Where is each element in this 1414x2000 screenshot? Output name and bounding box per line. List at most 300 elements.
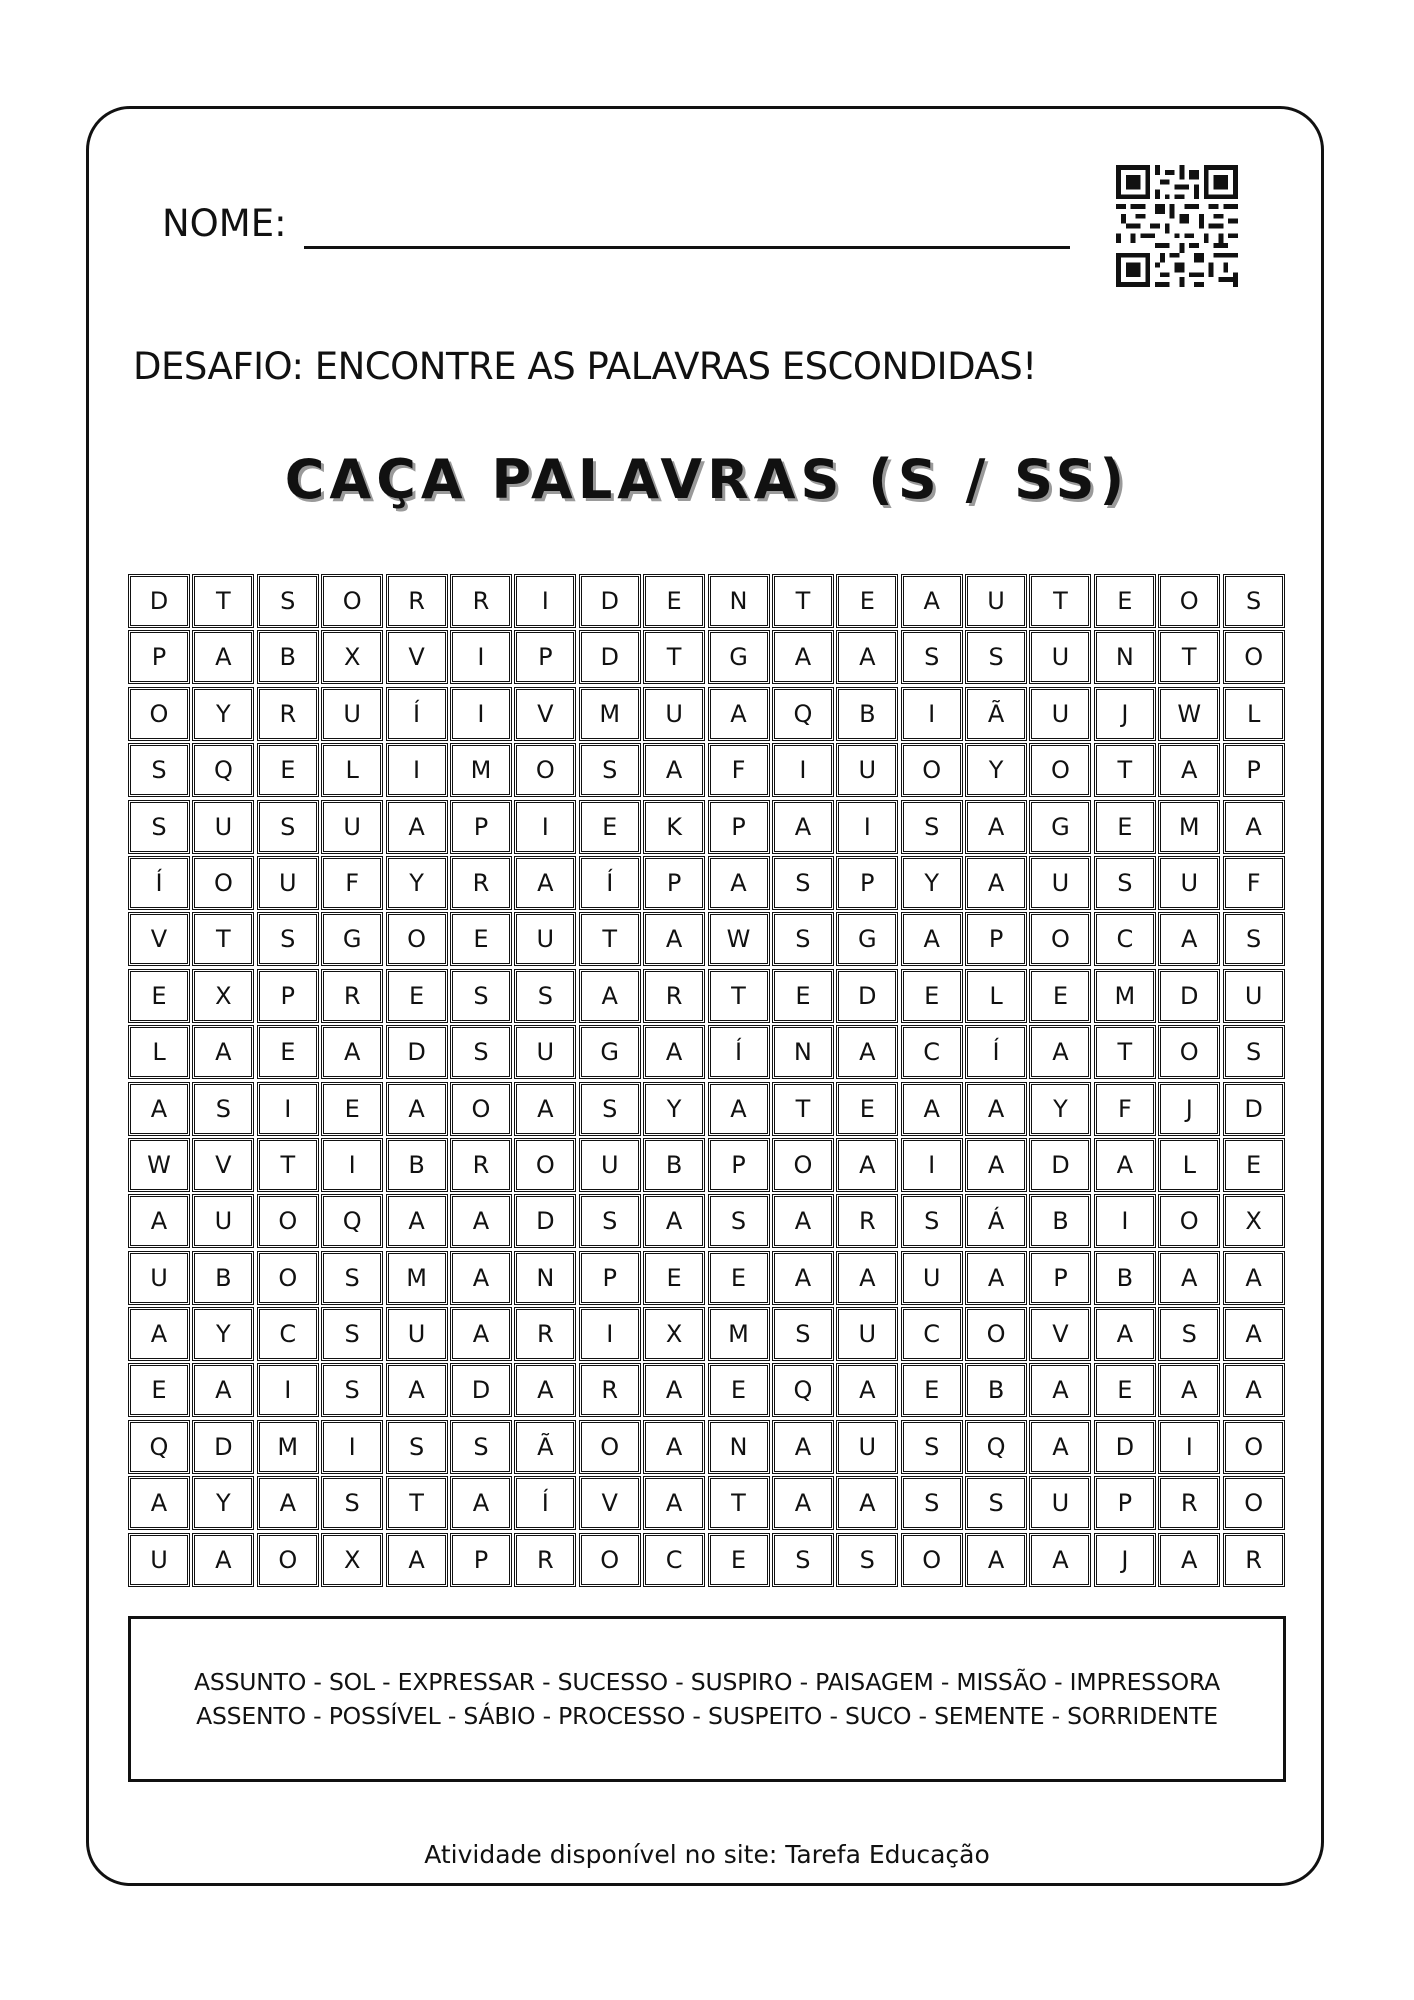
grid-cell[interactable]: M (386, 1251, 448, 1305)
grid-cell[interactable]: N (708, 574, 770, 628)
grid-cell[interactable]: A (514, 856, 576, 910)
grid-cell[interactable]: A (1223, 800, 1285, 854)
grid-cell[interactable]: P (965, 912, 1027, 966)
grid-cell[interactable]: T (1029, 574, 1091, 628)
grid-cell[interactable]: N (772, 1025, 834, 1079)
grid-cell[interactable]: A (450, 1251, 512, 1305)
grid-cell[interactable]: A (450, 1194, 512, 1248)
grid-cell[interactable]: U (836, 1420, 898, 1474)
grid-cell[interactable]: G (579, 1025, 641, 1079)
grid-cell[interactable]: A (128, 1476, 190, 1530)
grid-cell[interactable]: T (772, 1082, 834, 1136)
grid-cell[interactable]: U (321, 800, 383, 854)
grid-cell[interactable]: X (321, 1533, 383, 1587)
grid-cell[interactable]: D (450, 1363, 512, 1417)
grid-cell[interactable]: L (128, 1025, 190, 1079)
grid-cell[interactable]: A (450, 1307, 512, 1361)
grid-cell[interactable]: P (708, 1138, 770, 1192)
grid-cell[interactable]: U (1029, 630, 1091, 684)
grid-cell[interactable]: R (643, 969, 705, 1023)
grid-cell[interactable]: S (772, 1533, 834, 1587)
grid-cell[interactable]: W (708, 912, 770, 966)
grid-cell[interactable]: S (257, 574, 319, 628)
grid-cell[interactable]: J (1094, 687, 1156, 741)
grid-cell[interactable]: A (1223, 1251, 1285, 1305)
grid-cell[interactable]: I (901, 1138, 963, 1192)
grid-cell[interactable]: R (450, 574, 512, 628)
grid-cell[interactable]: U (1223, 969, 1285, 1023)
grid-cell[interactable]: A (192, 1533, 254, 1587)
grid-cell[interactable]: I (836, 800, 898, 854)
grid-cell[interactable]: A (965, 856, 1027, 910)
grid-cell[interactable]: N (514, 1251, 576, 1305)
grid-cell[interactable]: A (643, 1420, 705, 1474)
grid-cell[interactable]: S (965, 1476, 1027, 1530)
grid-cell[interactable]: R (1223, 1533, 1285, 1587)
grid-cell[interactable]: Y (192, 1476, 254, 1530)
grid-cell[interactable]: E (579, 800, 641, 854)
grid-cell[interactable]: A (128, 1082, 190, 1136)
grid-cell[interactable]: A (836, 630, 898, 684)
grid-cell[interactable]: A (579, 969, 641, 1023)
grid-cell[interactable]: A (257, 1476, 319, 1530)
grid-cell[interactable]: I (1094, 1194, 1156, 1248)
grid-cell[interactable]: A (965, 1533, 1027, 1587)
grid-cell[interactable]: S (192, 1082, 254, 1136)
grid-cell[interactable]: A (192, 1363, 254, 1417)
grid-cell[interactable]: E (128, 1363, 190, 1417)
grid-cell[interactable]: S (321, 1251, 383, 1305)
grid-cell[interactable]: Í (965, 1025, 1027, 1079)
grid-cell[interactable]: U (965, 574, 1027, 628)
grid-cell[interactable]: I (321, 1420, 383, 1474)
grid-cell[interactable]: Í (579, 856, 641, 910)
grid-cell[interactable]: D (1158, 969, 1220, 1023)
grid-cell[interactable]: E (321, 1082, 383, 1136)
grid-cell[interactable]: E (772, 969, 834, 1023)
grid-cell[interactable]: B (643, 1138, 705, 1192)
grid-cell[interactable]: Y (643, 1082, 705, 1136)
grid-cell[interactable]: E (708, 1363, 770, 1417)
grid-cell[interactable]: A (965, 1082, 1027, 1136)
grid-cell[interactable]: S (772, 912, 834, 966)
grid-cell[interactable]: X (192, 969, 254, 1023)
grid-cell[interactable]: P (450, 800, 512, 854)
grid-cell[interactable]: U (128, 1251, 190, 1305)
grid-cell[interactable]: U (257, 856, 319, 910)
grid-cell[interactable]: S (579, 743, 641, 797)
grid-cell[interactable]: E (1223, 1138, 1285, 1192)
grid-cell[interactable]: S (772, 1307, 834, 1361)
grid-cell[interactable]: B (1094, 1251, 1156, 1305)
name-input-line[interactable] (304, 246, 1070, 249)
grid-cell[interactable]: A (386, 1082, 448, 1136)
grid-cell[interactable]: I (772, 743, 834, 797)
grid-cell[interactable]: U (128, 1533, 190, 1587)
grid-cell[interactable]: D (386, 1025, 448, 1079)
grid-cell[interactable]: A (901, 574, 963, 628)
grid-cell[interactable]: B (192, 1251, 254, 1305)
grid-cell[interactable]: E (836, 574, 898, 628)
grid-cell[interactable]: A (1158, 1363, 1220, 1417)
grid-cell[interactable]: E (1094, 1363, 1156, 1417)
grid-cell[interactable]: S (321, 1476, 383, 1530)
grid-cell[interactable]: Y (192, 687, 254, 741)
grid-cell[interactable]: O (514, 743, 576, 797)
grid-cell[interactable]: M (257, 1420, 319, 1474)
grid-cell[interactable]: A (1094, 1307, 1156, 1361)
grid-cell[interactable]: U (836, 743, 898, 797)
grid-cell[interactable]: G (1029, 800, 1091, 854)
grid-cell[interactable]: A (128, 1194, 190, 1248)
grid-cell[interactable]: O (1223, 1476, 1285, 1530)
grid-cell[interactable]: E (257, 743, 319, 797)
grid-cell[interactable]: I (901, 687, 963, 741)
grid-cell[interactable]: S (450, 969, 512, 1023)
grid-cell[interactable]: B (965, 1363, 1027, 1417)
grid-cell[interactable]: D (579, 630, 641, 684)
grid-cell[interactable]: I (450, 630, 512, 684)
grid-cell[interactable]: A (708, 687, 770, 741)
grid-cell[interactable]: R (514, 1307, 576, 1361)
grid-cell[interactable]: A (901, 1082, 963, 1136)
grid-cell[interactable]: Y (1029, 1082, 1091, 1136)
grid-cell[interactable]: S (321, 1307, 383, 1361)
grid-cell[interactable]: P (128, 630, 190, 684)
grid-cell[interactable]: A (321, 1025, 383, 1079)
grid-cell[interactable]: P (1094, 1476, 1156, 1530)
grid-cell[interactable]: E (257, 1025, 319, 1079)
grid-cell[interactable]: A (1223, 1307, 1285, 1361)
grid-cell[interactable]: A (1158, 1533, 1220, 1587)
grid-cell[interactable]: O (772, 1138, 834, 1192)
grid-cell[interactable]: O (1223, 630, 1285, 684)
grid-cell[interactable]: L (965, 969, 1027, 1023)
grid-cell[interactable]: I (386, 743, 448, 797)
grid-cell[interactable]: S (901, 1194, 963, 1248)
grid-cell[interactable]: A (965, 800, 1027, 854)
grid-cell[interactable]: E (836, 1082, 898, 1136)
grid-cell[interactable]: A (1094, 1138, 1156, 1192)
grid-cell[interactable]: A (643, 912, 705, 966)
grid-cell[interactable]: E (128, 969, 190, 1023)
grid-cell[interactable]: E (901, 1363, 963, 1417)
grid-cell[interactable]: V (1029, 1307, 1091, 1361)
grid-cell[interactable]: S (1158, 1307, 1220, 1361)
grid-cell[interactable]: O (386, 912, 448, 966)
grid-cell[interactable]: I (450, 687, 512, 741)
grid-cell[interactable]: U (1029, 856, 1091, 910)
grid-cell[interactable]: S (321, 1363, 383, 1417)
grid-cell[interactable]: N (1094, 630, 1156, 684)
grid-cell[interactable]: W (1158, 687, 1220, 741)
grid-cell[interactable]: S (579, 1194, 641, 1248)
grid-cell[interactable]: P (708, 800, 770, 854)
grid-cell[interactable]: A (450, 1476, 512, 1530)
grid-cell[interactable]: Í (708, 1025, 770, 1079)
qr-code-icon[interactable] (1116, 165, 1238, 287)
grid-cell[interactable]: A (708, 1082, 770, 1136)
grid-cell[interactable]: T (386, 1476, 448, 1530)
grid-cell[interactable]: B (1029, 1194, 1091, 1248)
grid-cell[interactable]: J (1158, 1082, 1220, 1136)
grid-cell[interactable]: S (128, 743, 190, 797)
grid-cell[interactable]: Ã (965, 687, 1027, 741)
grid-cell[interactable]: G (708, 630, 770, 684)
grid-cell[interactable]: A (836, 1025, 898, 1079)
grid-cell[interactable]: S (257, 800, 319, 854)
grid-cell[interactable]: S (1094, 856, 1156, 910)
grid-cell[interactable]: L (1223, 687, 1285, 741)
grid-cell[interactable]: A (836, 1251, 898, 1305)
grid-cell[interactable]: U (1029, 687, 1091, 741)
grid-cell[interactable]: Ã (514, 1420, 576, 1474)
grid-cell[interactable]: Í (128, 856, 190, 910)
grid-cell[interactable]: E (1094, 800, 1156, 854)
grid-cell[interactable]: C (643, 1533, 705, 1587)
grid-cell[interactable]: X (1223, 1194, 1285, 1248)
grid-cell[interactable]: M (1094, 969, 1156, 1023)
grid-cell[interactable]: R (257, 687, 319, 741)
grid-cell[interactable]: O (579, 1533, 641, 1587)
grid-cell[interactable]: G (321, 912, 383, 966)
grid-cell[interactable]: S (901, 1420, 963, 1474)
grid-cell[interactable]: A (965, 1138, 1027, 1192)
grid-cell[interactable]: C (901, 1025, 963, 1079)
grid-cell[interactable]: A (1158, 743, 1220, 797)
grid-cell[interactable]: O (1158, 574, 1220, 628)
grid-cell[interactable]: S (257, 912, 319, 966)
grid-cell[interactable]: U (643, 687, 705, 741)
grid-cell[interactable]: Q (965, 1420, 1027, 1474)
grid-cell[interactable]: A (643, 1363, 705, 1417)
grid-cell[interactable]: A (836, 1138, 898, 1192)
grid-cell[interactable]: T (708, 1476, 770, 1530)
grid-cell[interactable]: U (192, 1194, 254, 1248)
grid-cell[interactable]: O (901, 743, 963, 797)
grid-cell[interactable]: S (386, 1420, 448, 1474)
grid-cell[interactable]: A (1029, 1533, 1091, 1587)
grid-cell[interactable]: A (643, 1476, 705, 1530)
grid-cell[interactable]: Y (192, 1307, 254, 1361)
grid-cell[interactable]: U (514, 1025, 576, 1079)
grid-cell[interactable]: A (772, 1251, 834, 1305)
grid-cell[interactable]: P (450, 1533, 512, 1587)
grid-cell[interactable]: A (386, 1533, 448, 1587)
grid-cell[interactable]: T (1094, 1025, 1156, 1079)
grid-cell[interactable]: K (643, 800, 705, 854)
grid-cell[interactable]: R (321, 969, 383, 1023)
grid-cell[interactable]: S (901, 800, 963, 854)
grid-cell[interactable]: I (579, 1307, 641, 1361)
grid-cell[interactable]: M (1158, 800, 1220, 854)
grid-cell[interactable]: A (1029, 1363, 1091, 1417)
grid-cell[interactable]: I (257, 1082, 319, 1136)
grid-cell[interactable]: E (1094, 574, 1156, 628)
grid-cell[interactable]: R (450, 856, 512, 910)
grid-cell[interactable]: S (514, 969, 576, 1023)
grid-cell[interactable]: E (708, 1251, 770, 1305)
grid-cell[interactable]: S (1223, 1025, 1285, 1079)
grid-cell[interactable]: Y (901, 856, 963, 910)
grid-cell[interactable]: F (1223, 856, 1285, 910)
grid-cell[interactable]: B (836, 687, 898, 741)
grid-cell[interactable]: A (772, 800, 834, 854)
grid-cell[interactable]: I (257, 1363, 319, 1417)
grid-cell[interactable]: I (321, 1138, 383, 1192)
grid-cell[interactable]: D (1094, 1420, 1156, 1474)
grid-cell[interactable]: A (192, 630, 254, 684)
grid-cell[interactable]: E (901, 969, 963, 1023)
grid-cell[interactable]: L (321, 743, 383, 797)
grid-cell[interactable]: S (450, 1025, 512, 1079)
grid-cell[interactable]: F (708, 743, 770, 797)
grid-cell[interactable]: A (1223, 1363, 1285, 1417)
grid-cell[interactable]: U (386, 1307, 448, 1361)
grid-cell[interactable]: E (450, 912, 512, 966)
grid-cell[interactable]: M (708, 1307, 770, 1361)
grid-cell[interactable]: O (965, 1307, 1027, 1361)
grid-cell[interactable]: Í (386, 687, 448, 741)
grid-cell[interactable]: A (772, 1476, 834, 1530)
grid-cell[interactable]: O (321, 574, 383, 628)
grid-cell[interactable]: I (1158, 1420, 1220, 1474)
grid-cell[interactable]: V (514, 687, 576, 741)
grid-cell[interactable]: B (257, 630, 319, 684)
grid-cell[interactable]: T (1158, 630, 1220, 684)
grid-cell[interactable]: M (579, 687, 641, 741)
grid-cell[interactable]: D (128, 574, 190, 628)
grid-cell[interactable]: O (901, 1533, 963, 1587)
grid-cell[interactable]: M (450, 743, 512, 797)
grid-cell[interactable]: E (643, 574, 705, 628)
grid-cell[interactable]: A (1158, 912, 1220, 966)
grid-cell[interactable]: P (836, 856, 898, 910)
grid-cell[interactable]: S (772, 856, 834, 910)
grid-cell[interactable]: A (772, 1420, 834, 1474)
grid-cell[interactable]: C (257, 1307, 319, 1361)
grid-cell[interactable]: U (1029, 1476, 1091, 1530)
grid-cell[interactable]: L (1158, 1138, 1220, 1192)
grid-cell[interactable]: X (643, 1307, 705, 1361)
grid-cell[interactable]: U (901, 1251, 963, 1305)
grid-cell[interactable]: T (579, 912, 641, 966)
grid-cell[interactable]: A (128, 1307, 190, 1361)
grid-cell[interactable]: A (901, 912, 963, 966)
grid-cell[interactable]: O (128, 687, 190, 741)
grid-cell[interactable]: S (901, 630, 963, 684)
grid-cell[interactable]: R (450, 1138, 512, 1192)
grid-cell[interactable]: A (386, 1194, 448, 1248)
grid-cell[interactable]: O (1223, 1420, 1285, 1474)
grid-cell[interactable]: U (192, 800, 254, 854)
grid-cell[interactable]: D (514, 1194, 576, 1248)
grid-cell[interactable]: E (386, 969, 448, 1023)
grid-cell[interactable]: Á (965, 1194, 1027, 1248)
grid-cell[interactable]: F (321, 856, 383, 910)
grid-cell[interactable]: A (192, 1025, 254, 1079)
grid-cell[interactable]: T (643, 630, 705, 684)
grid-cell[interactable]: E (643, 1251, 705, 1305)
grid-cell[interactable]: P (1029, 1251, 1091, 1305)
grid-cell[interactable]: U (321, 687, 383, 741)
grid-cell[interactable]: E (708, 1533, 770, 1587)
grid-cell[interactable]: O (579, 1420, 641, 1474)
grid-cell[interactable]: S (901, 1476, 963, 1530)
grid-cell[interactable]: N (708, 1420, 770, 1474)
grid-cell[interactable]: A (386, 800, 448, 854)
grid-cell[interactable]: T (772, 574, 834, 628)
grid-cell[interactable]: T (1094, 743, 1156, 797)
grid-cell[interactable]: Y (965, 743, 1027, 797)
grid-cell[interactable]: U (579, 1138, 641, 1192)
grid-cell[interactable]: Q (128, 1420, 190, 1474)
grid-cell[interactable]: P (1223, 743, 1285, 797)
grid-cell[interactable]: G (836, 912, 898, 966)
grid-cell[interactable]: C (901, 1307, 963, 1361)
grid-cell[interactable]: Y (386, 856, 448, 910)
grid-cell[interactable]: D (192, 1420, 254, 1474)
grid-cell[interactable]: B (386, 1138, 448, 1192)
grid-cell[interactable]: D (1029, 1138, 1091, 1192)
grid-cell[interactable]: O (257, 1251, 319, 1305)
grid-cell[interactable]: A (836, 1476, 898, 1530)
grid-cell[interactable]: S (836, 1533, 898, 1587)
grid-cell[interactable]: A (386, 1363, 448, 1417)
grid-cell[interactable]: I (514, 800, 576, 854)
grid-cell[interactable]: D (579, 574, 641, 628)
grid-cell[interactable]: C (1094, 912, 1156, 966)
grid-cell[interactable]: T (192, 574, 254, 628)
grid-cell[interactable]: O (257, 1533, 319, 1587)
grid-cell[interactable]: T (708, 969, 770, 1023)
grid-cell[interactable]: A (514, 1363, 576, 1417)
grid-cell[interactable]: P (514, 630, 576, 684)
grid-cell[interactable]: O (1029, 743, 1091, 797)
grid-cell[interactable]: A (836, 1363, 898, 1417)
grid-cell[interactable]: E (1029, 969, 1091, 1023)
grid-cell[interactable]: W (128, 1138, 190, 1192)
grid-cell[interactable]: V (386, 630, 448, 684)
grid-cell[interactable]: S (450, 1420, 512, 1474)
grid-cell[interactable]: A (643, 1194, 705, 1248)
grid-cell[interactable]: O (1158, 1025, 1220, 1079)
grid-cell[interactable]: O (1029, 912, 1091, 966)
grid-cell[interactable]: X (321, 630, 383, 684)
grid-cell[interactable]: A (1029, 1025, 1091, 1079)
grid-cell[interactable]: R (514, 1533, 576, 1587)
grid-cell[interactable]: V (579, 1476, 641, 1530)
grid-cell[interactable]: O (257, 1194, 319, 1248)
grid-cell[interactable]: A (772, 1194, 834, 1248)
grid-cell[interactable]: R (579, 1363, 641, 1417)
grid-cell[interactable]: J (1094, 1533, 1156, 1587)
grid-cell[interactable]: Q (772, 1363, 834, 1417)
grid-cell[interactable]: S (128, 800, 190, 854)
grid-cell[interactable]: Q (772, 687, 834, 741)
grid-cell[interactable]: P (257, 969, 319, 1023)
grid-cell[interactable]: A (643, 1025, 705, 1079)
grid-cell[interactable]: F (1094, 1082, 1156, 1136)
grid-cell[interactable]: Í (514, 1476, 576, 1530)
grid-cell[interactable]: A (643, 743, 705, 797)
grid-cell[interactable]: S (965, 630, 1027, 684)
grid-cell[interactable]: V (192, 1138, 254, 1192)
grid-cell[interactable]: O (450, 1082, 512, 1136)
grid-cell[interactable]: A (1029, 1420, 1091, 1474)
grid-cell[interactable]: I (514, 574, 576, 628)
grid-cell[interactable]: R (386, 574, 448, 628)
